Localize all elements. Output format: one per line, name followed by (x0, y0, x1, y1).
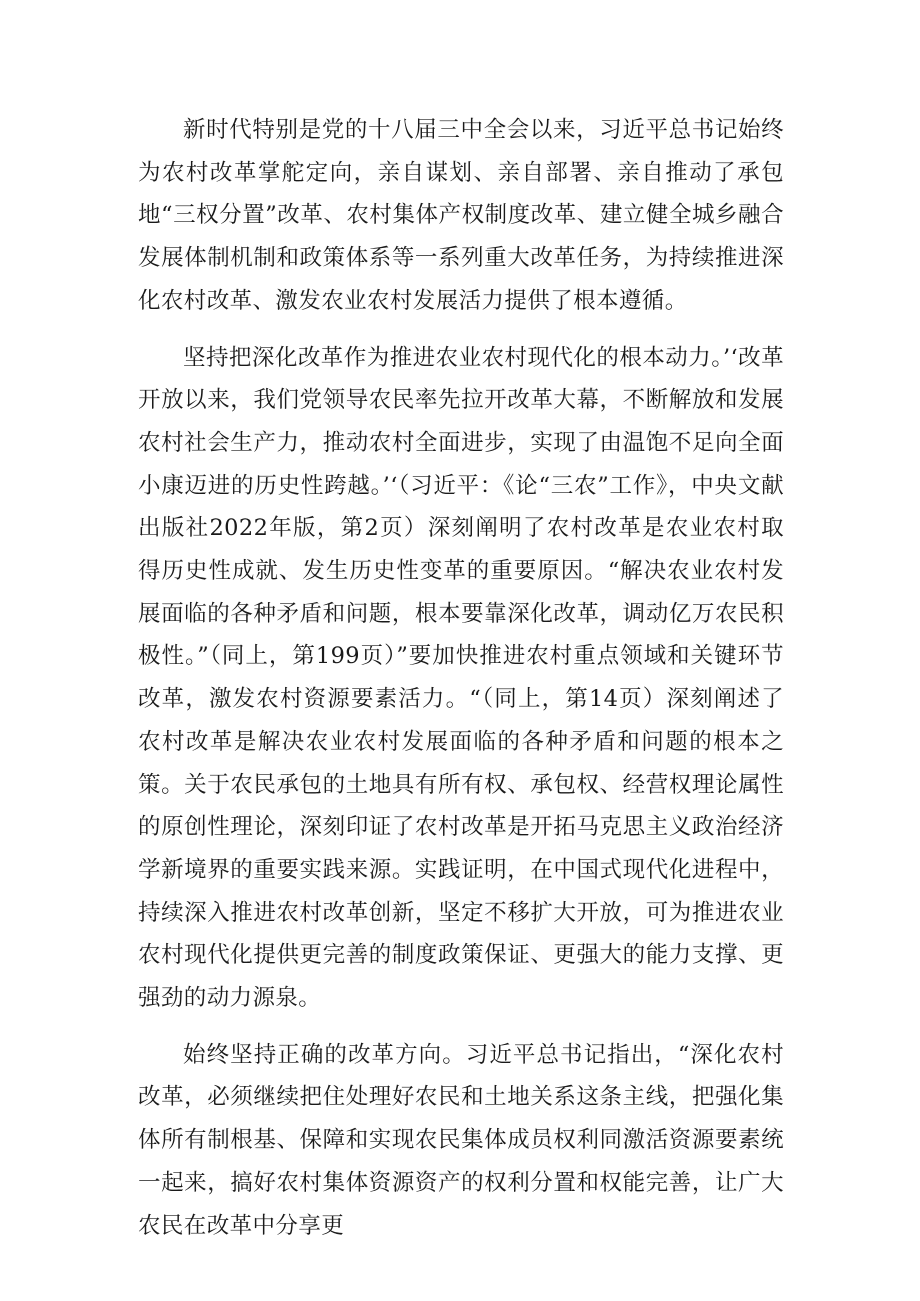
body-text (138, 109, 784, 1247)
paragraph-reform-driving-force: 坚持把深化改革作为推进农业农村现代化的根本动力。’‘改革开放以来，我们党领导农民率先拉开改革大幕，不断解放和发展农村社会生产力，推动农村全面进步，实现了由温饱不足向全面小康迈进的历史性跨越。’‘（习近平：《论“三农”工作》，中央文献出版社2022年版，第2页）深刻阐明了农村改革是农业农村取得历史性成就、发生历史性变革的重要原因。“解决农业农村发展面临的各种矛盾和问题，根本要靠深化改革，调动亿万农民积极性。”（同上，第199页）”要加快推进农村重点领域和关键环节改革，激发农村资源要素活力。“（同上，第14页）深刻阐述了农村改革是解决农业农村发展面临的各种矛盾和问题的根本之策。关于农民承包的土地具有所有权、承包权、经营权理论属性的原创性理论，深刻印证了农村改革是开拓马克思主义政治经济学新境界的重要实践来源。实践证明，在中国式现代化进程中，持续深入推进农村改革创新，坚定不移扩大开放，可为推进农业农村现代化提供更完善的制度政策保证、更强大的能力支撑、更强劲的动力源泉。 (138, 344, 784, 1012)
paragraph-rural-reform-guidance: 新时代特别是党的十八届三中全会以来，习近平总书记始终为农村改革掌舵定向，亲自谋划、亲自部署、亲自推动了承包地“三权分置”改革、农村集体产权制度改革、建立健全城乡融合发展体制机制和政策体系等一系列重大改革任务，为持续推进深化农村改革、激发农业农村发展活力提供了根本遵循。 (138, 117, 784, 314)
paragraph-correct-reform-direction: 始终坚持正确的改革方向。习近平总书记指出，“深化农村改革，必须继续把住处理好农民和土地关系这条主线，把强化集体所有制根基、保障和实现农民集体成员权利同激活资源要素统一起来，搞好农村集体资源资产的权利分置和权能完善，让广大农民在改革中分享更 (138, 1041, 784, 1239)
